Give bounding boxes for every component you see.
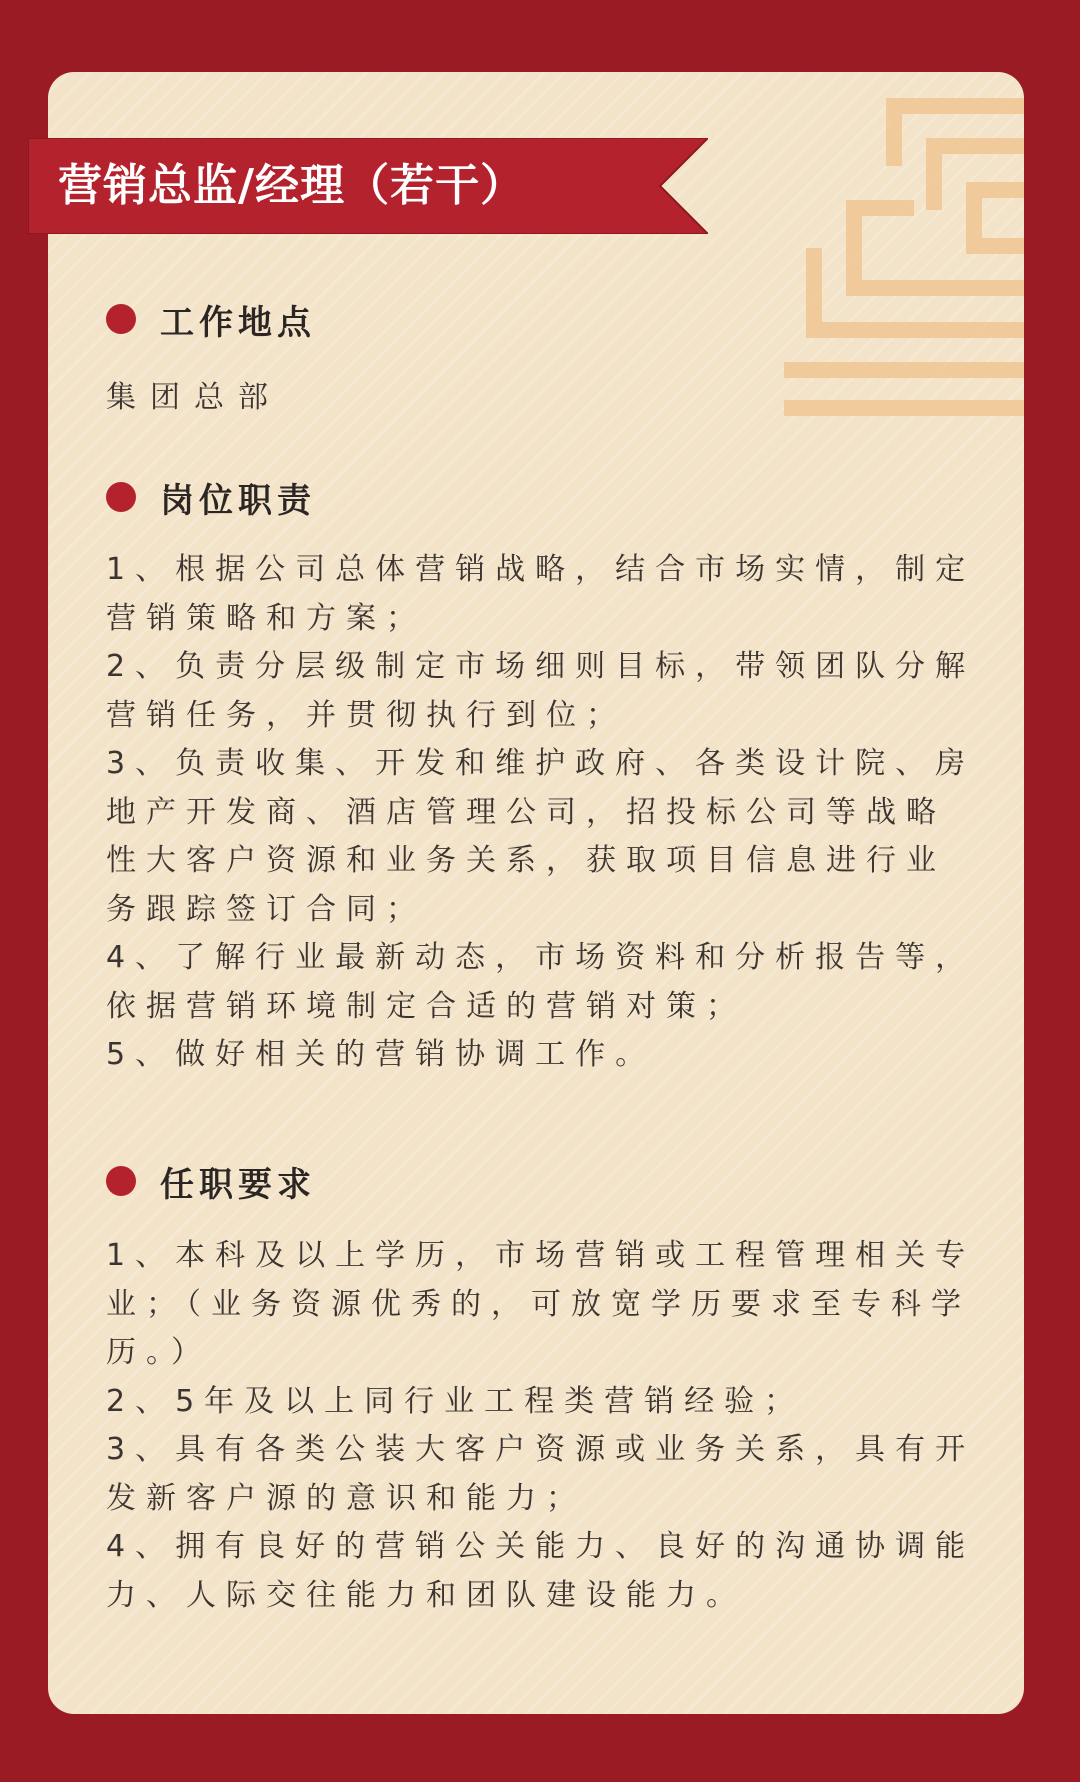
- requirement-line: 1、本科及以上学历，市场营销或工程管理相关专: [106, 1238, 976, 1273]
- duty-line: 营销策略和方案；: [106, 600, 426, 636]
- requirement-line: 2、5年及以上同行业工程类营销经验；: [106, 1383, 805, 1419]
- bullet-dot-icon: [106, 1166, 136, 1196]
- requirement-line: 发新客户源的意识和能力；: [106, 1480, 586, 1516]
- bullet-dot-icon: [106, 304, 136, 334]
- title-ribbon: [28, 138, 708, 234]
- maze-decoration-icon: [784, 98, 1024, 418]
- duty-line: 2、负责分层级制定市场细则目标，带领团队分解: [106, 649, 976, 684]
- duty-line: 依据营销环境制定合适的营销对策；: [106, 988, 746, 1024]
- requirements-heading: [106, 1156, 316, 1206]
- duty-line: 性大客户资源和业务关系，获取项目信息进行业: [106, 843, 946, 878]
- requirement-line: 3、具有各类公装大客户资源或业务关系，具有开: [106, 1432, 976, 1467]
- duty-line: 1、根据公司总体营销战略，结合市场实情，制定: [106, 552, 976, 587]
- duty-line: 营销任务，并贯彻执行到位；: [106, 697, 626, 733]
- requirement-line: 力、人际交往能力和团队建设能力。: [106, 1577, 746, 1613]
- duty-line: 4、了解行业最新动态，市场资料和分析报告等，: [106, 940, 976, 975]
- requirement-line: 4、拥有良好的营销公关能力、良好的沟通协调能: [106, 1529, 976, 1564]
- location-value: 集团总部: [106, 380, 282, 415]
- duty-line: 务跟踪签订合同；: [106, 891, 426, 927]
- duties-heading: [106, 472, 316, 522]
- duties-heading-label: 岗位职责: [160, 480, 316, 521]
- duties-text: [106, 546, 976, 1080]
- requirement-line: 历。）: [106, 1335, 211, 1370]
- duty-line: 地产开发商、酒店管理公司，招投标公司等战略: [106, 794, 946, 830]
- bullet-dot-icon: [106, 482, 136, 512]
- duty-line: 5、做好相关的营销协调工作。: [106, 1037, 656, 1072]
- duty-line: 3、负责收集、开发和维护政府、各类设计院、房: [106, 746, 976, 781]
- requirements-heading-label: 任职要求: [160, 1164, 316, 1205]
- requirements-text: [106, 1232, 976, 1620]
- location-heading: [106, 294, 316, 344]
- requirement-line: 业；（业务资源优秀的，可放宽学历要求至专科学: [106, 1286, 971, 1322]
- location-heading-label: 工作地点: [160, 302, 316, 343]
- page-title: 营销总监/经理（若干）: [58, 160, 526, 211]
